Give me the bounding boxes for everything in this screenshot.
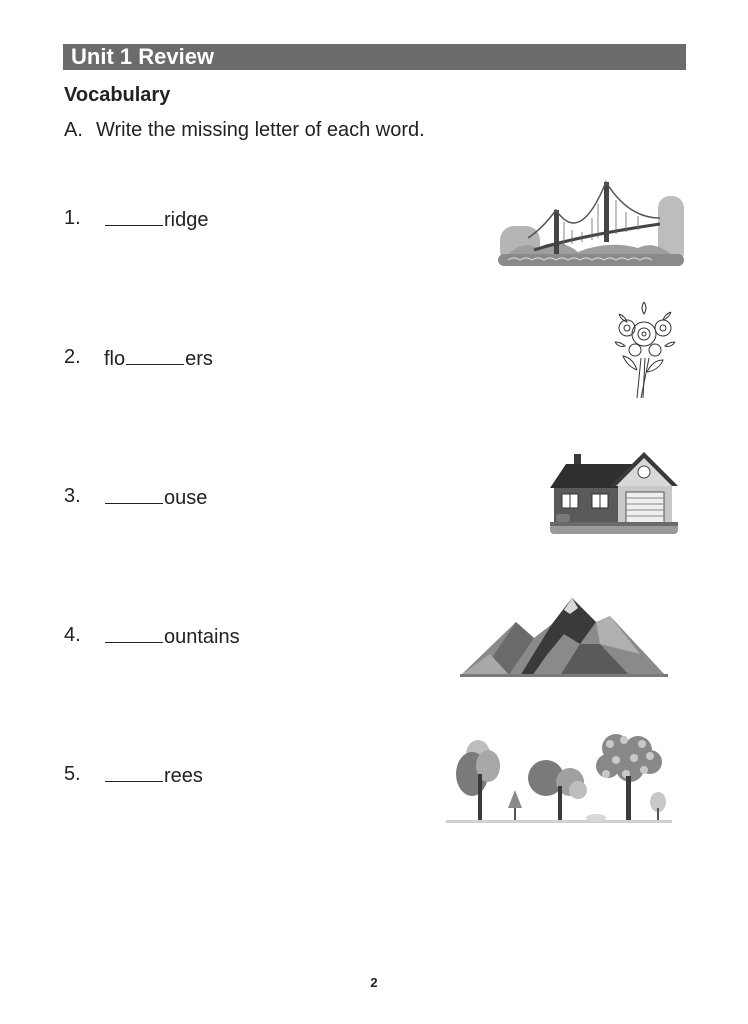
item-word: [104, 346, 213, 371]
word-suffix: ers: [185, 348, 213, 370]
item-number: 1.: [64, 207, 81, 229]
unit-title: Unit 1 Review: [71, 44, 215, 69]
answer-blank[interactable]: [105, 624, 163, 643]
word-prefix: flo: [104, 348, 126, 370]
answer-blank[interactable]: [105, 763, 163, 782]
item-word: [104, 763, 203, 788]
instruction: [64, 119, 425, 142]
word-suffix: ridge: [164, 209, 209, 231]
word-suffix: rees: [164, 765, 203, 787]
bridge-icon: [498, 178, 684, 268]
item-number: 2.: [64, 346, 81, 368]
instruction-letter: A.: [64, 119, 83, 141]
word-suffix: ountains: [164, 626, 240, 648]
answer-blank[interactable]: [105, 207, 163, 226]
section-title: Vocabulary: [64, 84, 171, 106]
item-word: [104, 207, 208, 232]
page-number: 2: [370, 975, 378, 990]
word-suffix: ouse: [164, 487, 208, 509]
flowers-icon: [611, 298, 681, 402]
unit-header-bar: [63, 44, 686, 70]
item-number: 4.: [64, 624, 81, 646]
answer-blank[interactable]: [105, 485, 163, 504]
answer-blank[interactable]: [126, 346, 184, 365]
instruction-text: Write the missing letter of each word.: [96, 119, 425, 141]
item-number: 3.: [64, 485, 81, 507]
mountains-icon: [460, 594, 668, 678]
item-word: [104, 624, 240, 649]
item-number: 5.: [64, 763, 81, 785]
trees-icon: [446, 730, 672, 824]
item-word: [104, 485, 207, 510]
house-icon: [548, 450, 680, 536]
